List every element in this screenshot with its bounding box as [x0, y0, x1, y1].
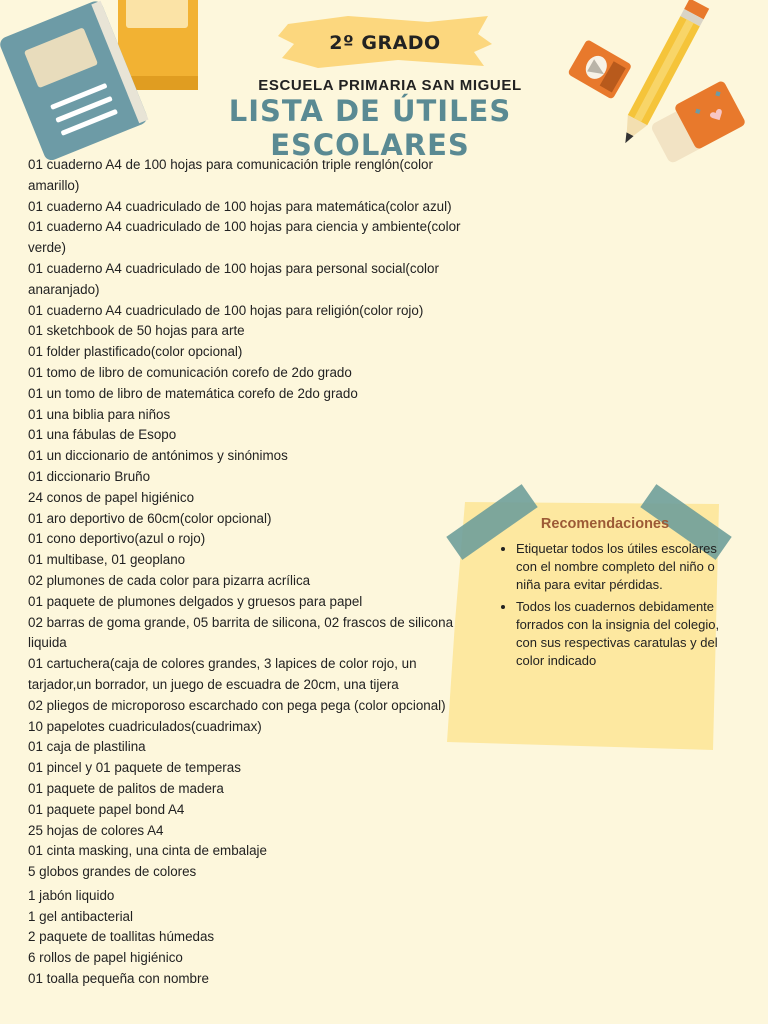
- supply-item: 01 tomo de libro de comunicación corefo de 2do grado: [28, 364, 352, 380]
- supply-item: 6 rollos de papel higiénico: [28, 950, 183, 966]
- supply-item: 10 papelotes cuadriculados(cuadrimax): [28, 718, 262, 734]
- recommendation-item: • Etiquetar todos los útiles escolares con el nombre completo del niño o niña para evitar pérdidas.: [516, 540, 728, 595]
- supply-item: 01 caja de plastilina: [28, 739, 146, 755]
- supply-item: 01 cartuchera(caja de colores grandes, 3 lapices de color rojo, un tarjador,un borrador, un juego de escuadra de 20cm, una tijera: [28, 656, 417, 692]
- supply-item: 01 sketchbook de 50 hojas para arte: [28, 323, 245, 339]
- supply-item: 02 pliegos de microporoso escarchado con pega pega (color opcional): [28, 697, 446, 713]
- supply-item: 2 paquete de toallitas húmedas: [28, 929, 215, 945]
- supply-item: 01 paquete papel bond A4: [28, 801, 185, 817]
- supply-item: 1 gel antibacterial: [28, 908, 133, 924]
- recommendations-list: [497, 540, 728, 673]
- supply-item: 01 pincel y 01 paquete de temperas: [28, 760, 241, 776]
- supply-item: 01 cuaderno A4 cuadriculado de 100 hojas para personal social(color anaranjado): [28, 260, 439, 297]
- supply-item: 01 cuaderno A4 cuadriculado de 100 hojas para matemática(color azul): [28, 198, 452, 214]
- supply-item: 01 cinta masking, una cinta de embalaje: [28, 843, 267, 859]
- supply-item: 01 un diccionario de antónimos y sinónimos: [28, 448, 288, 464]
- supply-item: 01 un tomo de libro de matemática corefo de 2do grado: [28, 385, 358, 401]
- supply-item: 01 cuaderno A4 de 100 hojas para comunicación triple renglón(color amarillo): [28, 157, 433, 193]
- supply-item: 01 cuaderno A4 cuadriculado de 100 hojas para religión(color rojo): [28, 302, 424, 318]
- supply-item: 01 una biblia para niños: [28, 406, 171, 422]
- supply-item: 02 barras de goma grande, 05 barrita de silicona, 02 frascos de silicona liquida: [28, 614, 454, 651]
- supply-item: 1 jabón liquido: [28, 887, 115, 903]
- supply-item: 01 una fábulas de Esopo: [28, 427, 177, 443]
- supply-list: [28, 155, 478, 990]
- supply-item: 5 globos grandes de colores: [28, 864, 197, 880]
- supply-item: 01 diccionario Bruño: [28, 468, 151, 484]
- recommendations-title: Recomendaciones: [540, 516, 670, 532]
- supply-item: 24 conos de papel higiénico: [28, 489, 195, 505]
- supply-item: 01 cuaderno A4 cuadriculado de 100 hojas para ciencia y ambiente(color verde): [28, 219, 461, 256]
- grade-label: 2º GRADO: [329, 32, 441, 54]
- supply-item: 01 cono deportivo(azul o rojo): [28, 531, 206, 547]
- supply-item: 02 plumones de cada color para pizarra acrílica: [28, 572, 311, 588]
- supply-item: 01 paquete de palitos de madera: [28, 780, 224, 796]
- recommendation-item: • Todos los cuadernos debidamente forrados con la insignia del colegio, con sus respectivas caratulas y del color indicado: [516, 598, 728, 671]
- supply-item: 01 paquete de plumones delgados y gruesos para papel: [28, 593, 363, 609]
- supply-item: 01 folder plastificado(color opcional): [28, 344, 243, 360]
- page-title: LISTA DE ÚTILES ESCOLARES: [228, 94, 512, 162]
- supply-item: 01 toalla pequeña con nombre: [28, 971, 209, 987]
- supply-item: 01 multibase, 01 geoplano: [28, 552, 186, 568]
- school-name: ESCUELA PRIMARIA SAN MIGUEL: [258, 77, 522, 94]
- supply-item: 01 aro deportivo de 60cm(color opcional): [28, 510, 272, 526]
- supply-item: 25 hojas de colores A4: [28, 822, 164, 838]
- eraser-icon: [640, 78, 750, 168]
